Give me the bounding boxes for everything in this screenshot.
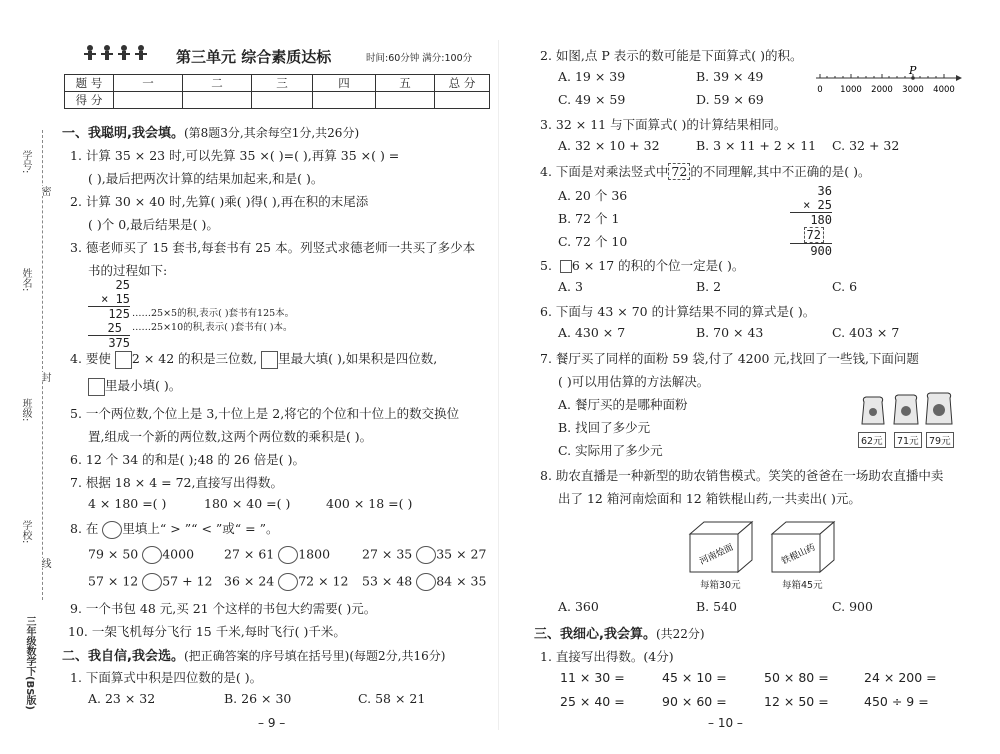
choice-option[interactable]: B. 2 — [696, 279, 722, 294]
calc-item[interactable]: 450 ÷ 9 = — [864, 694, 929, 709]
choice-option[interactable]: C. 403 × 7 — [832, 325, 900, 340]
score-row-label: 得 分 — [65, 92, 114, 109]
compare-left: 57 × 12 — [88, 573, 139, 589]
compare-left: 79 × 50 — [88, 546, 139, 562]
choice-option[interactable]: A. 360 — [558, 599, 599, 614]
question-4-text: 里最小填( )。 — [105, 378, 182, 393]
logo-figures-icon — [82, 44, 152, 66]
number-line — [812, 66, 962, 96]
question-8-text: 8. 在 — [70, 521, 99, 536]
compare-circle[interactable] — [416, 546, 436, 564]
question-1-line-1: 1. 计算 35 × 23 时,可以先算 35 ×( )=( ),再算 35 ×( ) = — [70, 148, 400, 163]
compare-item — [88, 573, 212, 591]
compare-item — [362, 573, 486, 591]
choice-option[interactable]: B. 39 × 49 — [696, 69, 764, 84]
choice-option[interactable]: C. 实际用了多少元 — [558, 443, 663, 458]
choice-question-5 — [540, 256, 744, 274]
question-2-line-2: ( )个 0,最后结果是( )。 — [88, 217, 219, 232]
score-header-cell: 四 — [313, 75, 376, 92]
score-cell[interactable] — [376, 92, 435, 109]
compare-circle[interactable] — [102, 521, 122, 539]
section-3-note: (共22分) — [655, 627, 705, 641]
choice-question-7-line-1: 7. 餐厅买了同样的面粉 59 袋,付了 4200 元,找回了一些钱,下面问题 — [540, 351, 919, 366]
question-8 — [70, 519, 279, 539]
choice-option[interactable]: A. 430 × 7 — [558, 325, 626, 340]
school-label: 学校: — [20, 520, 31, 544]
calc-item[interactable]: 50 × 80 = — [764, 670, 829, 685]
exam-meta: 时间:60分钟 满分:100分 — [366, 53, 473, 64]
blank-box[interactable] — [88, 378, 105, 396]
score-table — [64, 74, 490, 109]
vertical-note-1: ……25×5的积,表示( )套书有125本。 — [132, 308, 295, 319]
section-3-heading — [534, 623, 705, 642]
tick-label: 1000 — [840, 85, 862, 95]
tick-label: 3000 — [902, 85, 924, 95]
question-3-line-2: 书的过程如下: — [88, 263, 168, 278]
book-spine-label: 三年级数学下(BS版) — [24, 616, 35, 710]
student-id-label: 学号: — [20, 150, 31, 174]
choice-option[interactable]: A. 3 — [558, 279, 583, 294]
choice-question-1: 1. 下面算式中积是四位数的是( )。 — [70, 670, 263, 685]
dashed-highlight: 72 — [804, 227, 824, 243]
choice-question-7-line-2: ( )可以用估算的方法解决。 — [558, 374, 710, 389]
choice-option[interactable]: B. 72 个 1 — [558, 211, 620, 226]
question-4-line-2 — [88, 376, 181, 396]
vertical-row: × 25 — [790, 198, 832, 213]
compare-item — [362, 546, 486, 564]
student-name-label: 姓名: — [20, 268, 31, 292]
calc-item[interactable]: 45 × 10 = — [662, 670, 727, 685]
compare-right: 84 × 35 — [436, 573, 487, 589]
class-label: 班级: — [20, 398, 31, 422]
question-4-text: 4. 要使 — [70, 351, 111, 366]
score-cell[interactable] — [435, 92, 490, 109]
section-1-heading — [62, 122, 359, 141]
section-2-note: (把正确答案的序号填在括号里)(每题2分,共16分) — [183, 649, 446, 663]
binding-line — [42, 130, 43, 600]
vertical-row: × 15 — [88, 292, 130, 307]
question-3-line-1: 3. 德老师买了 15 套书,每套书有 25 本。列竖式求德老师一共买了多少本 — [70, 240, 476, 255]
question-4-text: 2 × 42 的积是三位数, — [131, 351, 258, 366]
choice-option[interactable]: A. 19 × 39 — [558, 69, 626, 84]
tick-label: 0 — [817, 85, 823, 95]
score-header-cell: 一 — [114, 75, 183, 92]
choice-question-8-line-2: 出了 12 箱河南烩面和 12 箱铁棍山药,一共卖出( )元。 — [558, 491, 861, 506]
section-1-title: 一、我聪明,我会填。 — [62, 126, 184, 141]
box-label: 河南烩面 — [698, 542, 736, 568]
choice-option[interactable]: B. 3 × 11 + 2 × 11 — [696, 138, 817, 153]
section-2-title: 二、我自信,我会选。 — [62, 649, 184, 664]
question-5r-number: 5. — [540, 258, 552, 273]
score-table-header-row — [65, 75, 490, 92]
vertical-row: 900 — [810, 244, 832, 258]
compare-right: 35 × 27 — [436, 546, 487, 562]
section-3-title: 三、我细心,我会算。 — [534, 627, 656, 642]
price-tag: 71元 — [894, 432, 922, 448]
box-label: 铁棍山药 — [780, 542, 818, 568]
score-header-cell: 五 — [376, 75, 435, 92]
compare-item — [224, 573, 348, 591]
compare-item — [224, 546, 330, 564]
question-1-line-2: ( ),最后把两次计算的结果加起来,和是( )。 — [88, 171, 324, 186]
choice-option[interactable]: A. 32 × 10 + 32 — [558, 138, 660, 153]
right-page — [500, 0, 1000, 754]
seal-mark: 线 — [39, 558, 50, 568]
dashed-highlight: 72 — [668, 163, 690, 180]
vertical-multiplication — [790, 184, 832, 258]
vertical-multiplication — [88, 278, 130, 350]
score-cell[interactable] — [313, 92, 376, 109]
calc-item[interactable]: 24 × 200 = — [864, 670, 937, 685]
question-4r-text: 的不同理解,其中不正确的是( )。 — [690, 164, 871, 179]
question-7-item: 4 × 180 =( ) — [88, 496, 167, 511]
question-7: 7. 根据 18 × 4 = 72,直接写出得数。 — [70, 475, 283, 490]
compare-item — [88, 546, 194, 564]
calc-item[interactable]: 90 × 60 = — [662, 694, 727, 709]
blank-box[interactable] — [261, 351, 278, 369]
question-4r-text: 4. 下面是对乘法竖式中 — [540, 164, 669, 179]
choice-option[interactable]: C. 58 × 21 — [358, 691, 426, 706]
compare-circle[interactable] — [278, 573, 298, 591]
choice-option[interactable]: B. 70 × 43 — [696, 325, 764, 340]
question-5-line-2: 置,组成一个新的两位数,这两个两位数的乘积是( )。 — [88, 429, 373, 444]
score-header-cell: 题 号 — [65, 75, 114, 92]
vertical-row: 25 — [115, 278, 130, 292]
score-cell[interactable] — [183, 92, 252, 109]
choice-question-6: 6. 下面与 43 × 70 的计算结果不同的算式是( )。 — [540, 304, 816, 319]
compare-left: 27 × 61 — [224, 546, 275, 562]
blank-box[interactable] — [115, 351, 132, 369]
compare-right: 57 + 12 — [162, 573, 213, 589]
flour-bags-icon — [858, 392, 954, 426]
vertical-row: 36 — [817, 184, 832, 198]
score-cell[interactable] — [114, 92, 183, 109]
question-5-line-1: 5. 一个两位数,个位上是 3,十位上是 2,将它的个位和十位上的数交换位 — [70, 406, 460, 421]
question-6: 6. 12 个 34 的和是( );48 的 26 倍是( )。 — [70, 452, 306, 467]
compare-circle[interactable] — [142, 546, 162, 564]
choice-option[interactable]: A. 23 × 32 — [88, 691, 156, 706]
compare-circle[interactable] — [142, 573, 162, 591]
vertical-row: 125 — [108, 307, 130, 321]
vertical-row: 375 — [108, 336, 130, 350]
score-cell[interactable] — [252, 92, 313, 109]
score-header-cell: 三 — [252, 75, 313, 92]
question-2-line-1: 2. 计算 30 × 40 时,先算( )乘( )得( ),再在积的末尾添 — [70, 194, 369, 209]
calc-question-1: 1. 直接写出得数。(4分) — [540, 649, 674, 664]
choice-option[interactable]: B. 找回了多少元 — [558, 420, 651, 435]
question-9: 9. 一个书包 48 元,买 21 个这样的书包大约需要( )元。 — [70, 601, 377, 616]
tick-label: 2000 — [871, 85, 893, 95]
page-divider — [498, 40, 499, 730]
score-header-cell: 总 分 — [435, 75, 490, 92]
calc-item[interactable]: 12 × 50 = — [764, 694, 829, 709]
calc-item[interactable]: 25 × 40 = — [560, 694, 625, 709]
box-price: 每箱30元 — [700, 580, 741, 591]
choice-question-3: 3. 32 × 11 与下面算式( )的计算结果相同。 — [540, 117, 787, 132]
seal-mark: 封 — [39, 372, 50, 382]
compare-circle[interactable] — [278, 546, 298, 564]
choice-question-4 — [540, 162, 871, 180]
compare-left: 27 × 35 — [362, 546, 413, 562]
compare-right: 4000 — [162, 546, 195, 562]
page-number: – 10 – — [708, 716, 743, 730]
compare-right: 72 × 12 — [298, 573, 349, 589]
blank-box[interactable] — [560, 260, 572, 273]
vertical-note-2: ……25×10的积,表示( )套书有( )本。 — [132, 322, 293, 333]
compare-right: 1800 — [298, 546, 331, 562]
compare-left: 36 × 24 — [224, 573, 275, 589]
choice-option[interactable]: B. 26 × 30 — [224, 691, 292, 706]
price-tag: 79元 — [926, 432, 954, 448]
choice-option[interactable]: C. 900 — [832, 599, 873, 614]
question-7-item: 180 × 40 =( ) — [204, 496, 291, 511]
question-7-item: 400 × 18 =( ) — [326, 496, 413, 511]
choice-question-2: 2. 如图,点 P 表示的数可能是下面算式( )的积。 — [540, 48, 803, 63]
choice-option[interactable]: D. 59 × 69 — [696, 92, 764, 107]
choice-option[interactable]: C. 32 + 32 — [832, 138, 900, 153]
page-number: – 9 – — [258, 716, 286, 730]
page-title: 第三单元 综合素质达标 — [176, 48, 332, 66]
choice-option[interactable]: C. 6 — [832, 279, 858, 294]
compare-circle[interactable] — [416, 573, 436, 591]
question-10: 10. 一架飞机每分飞行 15 千米,每时飞行( )千米。 — [68, 624, 346, 639]
box-price: 每箱45元 — [782, 580, 823, 591]
section-2-heading — [62, 645, 445, 664]
calc-item[interactable]: 11 × 30 = — [560, 670, 625, 685]
choice-option[interactable]: B. 540 — [696, 599, 737, 614]
price-tag: 62元 — [858, 432, 886, 448]
choice-option[interactable]: A. 20 个 36 — [558, 188, 628, 203]
point-p-label: P — [909, 66, 917, 77]
score-table-row — [65, 92, 490, 109]
question-4-text: 里最大填( ),如果积是四位数, — [278, 351, 438, 366]
compare-left: 53 × 48 — [362, 573, 413, 589]
choice-option[interactable]: A. 餐厅买的是哪种面粉 — [558, 397, 688, 412]
vertical-row: 180 — [810, 213, 832, 227]
score-header-cell: 二 — [183, 75, 252, 92]
section-1-note: (第8题3分,其余每空1分,共26分) — [183, 126, 360, 140]
question-4-line-1 — [70, 349, 437, 369]
seal-mark: 密 — [39, 186, 50, 196]
choice-option[interactable]: C. 72 个 10 — [558, 234, 628, 249]
choice-option[interactable]: C. 49 × 59 — [558, 92, 626, 107]
tick-label: 4000 — [933, 85, 955, 95]
question-8-text: 里填上“ > ”“ < ”或“ = ”。 — [122, 521, 279, 536]
question-5r-text: 6 × 17 的积的个位一定是( )。 — [571, 258, 745, 273]
product-boxes-icon — [686, 518, 848, 574]
vertical-row: 25 — [88, 321, 130, 336]
vertical-row — [790, 227, 832, 244]
choice-question-8-line-1: 8. 助农直播是一种新型的助农销售模式。笑笑的爸爸在一场助农直播中卖 — [540, 468, 944, 483]
